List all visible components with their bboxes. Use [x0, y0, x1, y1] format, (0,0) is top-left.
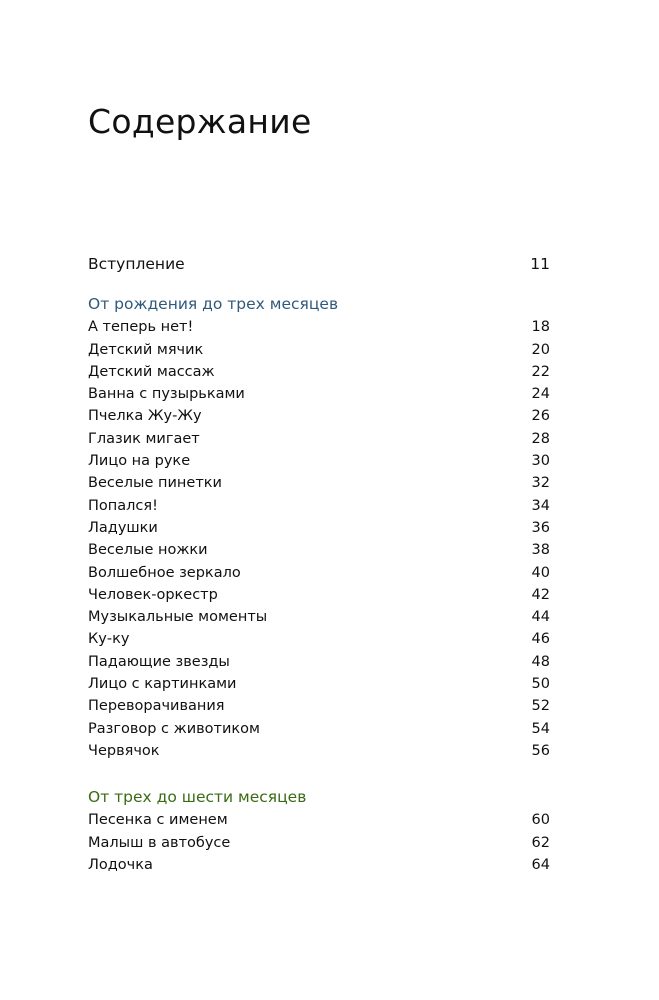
toc-entry[interactable]: [88, 584, 550, 606]
toc-entry[interactable]: [88, 628, 550, 650]
toc-entry[interactable]: [88, 809, 550, 831]
page-title: Содержание: [88, 102, 312, 141]
toc-entry-title: Падающие звезды: [88, 653, 230, 670]
toc-entry[interactable]: [88, 854, 550, 876]
toc-entry[interactable]: [88, 832, 550, 854]
toc-entry-title: Лицо на руке: [88, 453, 191, 470]
toc-entry-title: Пчелка Жу-Жу: [88, 408, 202, 425]
toc-entry-page: 30: [531, 453, 550, 470]
toc-entry[interactable]: [88, 472, 550, 494]
toc-entry-title: Детский мячик: [88, 341, 204, 358]
toc-entry[interactable]: [88, 517, 550, 539]
toc-entry-page: 48: [531, 653, 550, 670]
toc-entry-title: Червячок: [88, 742, 160, 759]
toc-entry[interactable]: [88, 495, 550, 517]
toc-entry[interactable]: [88, 428, 550, 450]
toc-entry-title: Малыш в автобусе: [88, 834, 231, 851]
toc-section-3-6-months: [88, 785, 550, 876]
toc-entry[interactable]: [88, 405, 550, 427]
toc-entry-page: 28: [531, 430, 550, 447]
toc-entry-title: Ванна с пузырьками: [88, 386, 245, 403]
toc-entry-title: Ку-ку: [88, 631, 130, 648]
toc-entry-title: Вступление: [88, 255, 185, 273]
toc-entry-title: Переворачивания: [88, 698, 225, 715]
toc-entry[interactable]: [88, 316, 550, 338]
toc-entry-page: 11: [530, 255, 550, 273]
toc-entry-page: 60: [531, 812, 550, 829]
toc-entry-page: 52: [531, 698, 550, 715]
toc-entry-title: Ладушки: [88, 519, 158, 536]
toc-entry-page: 56: [531, 742, 550, 759]
toc-entry[interactable]: [88, 695, 550, 717]
toc-entry[interactable]: [88, 606, 550, 628]
toc-entry[interactable]: [88, 651, 550, 673]
toc-entry-title: Разговор с животиком: [88, 720, 260, 737]
toc-entry-page: 34: [531, 497, 550, 514]
toc-entry-page: 26: [531, 408, 550, 425]
toc-entry-page: 32: [531, 475, 550, 492]
toc-entry-page: 22: [531, 363, 550, 380]
table-of-contents: [88, 253, 550, 876]
toc-entry-title: Волшебное зеркало: [88, 564, 241, 581]
toc-entry-page: 24: [531, 386, 550, 403]
toc-entry-title: Песенка с именем: [88, 812, 228, 829]
section-heading: От трех до шести месяцев: [88, 788, 307, 807]
toc-entry-title: Веселые ножки: [88, 542, 208, 559]
toc-entry-page: 38: [531, 542, 550, 559]
toc-entry-title: Человек-оркестр: [88, 586, 218, 603]
toc-entry[interactable]: [88, 673, 550, 695]
toc-entry-page: 50: [531, 676, 550, 693]
toc-entry-page: 62: [531, 834, 550, 851]
toc-entry-page: 40: [531, 564, 550, 581]
toc-entry-page: 64: [531, 856, 550, 873]
toc-entry-page: 54: [531, 720, 550, 737]
toc-entry-title: Попался!: [88, 497, 158, 514]
toc-entry-page: 46: [531, 631, 550, 648]
toc-entry[interactable]: [88, 718, 550, 740]
section-heading: От рождения до трех месяцев: [88, 295, 339, 314]
toc-entry[interactable]: [88, 339, 550, 361]
toc-entry[interactable]: [88, 361, 550, 383]
toc-entry-title: Детский массаж: [88, 363, 215, 380]
section-entries: [88, 809, 550, 876]
toc-entry-page: 44: [531, 609, 550, 626]
toc-entry-intro[interactable]: [88, 253, 550, 275]
toc-entry-page: 18: [531, 319, 550, 336]
toc-entry-title: Музыкальные моменты: [88, 609, 268, 626]
toc-entry-page: 36: [531, 519, 550, 536]
toc-entry-title: Лодочка: [88, 856, 153, 873]
toc-entry[interactable]: [88, 450, 550, 472]
toc-entry-page: 20: [531, 341, 550, 358]
toc-entry-title: Веселые пинетки: [88, 475, 222, 492]
toc-entry-title: Лицо с картинками: [88, 676, 237, 693]
toc-entry-page: 42: [531, 586, 550, 603]
section-entries: [88, 316, 550, 762]
toc-entry[interactable]: [88, 383, 550, 405]
toc-entry-title: Глазик мигает: [88, 430, 200, 447]
toc-entry[interactable]: [88, 539, 550, 561]
toc-entry[interactable]: [88, 740, 550, 762]
toc-entry[interactable]: [88, 562, 550, 584]
toc-section-0-3-months: [88, 292, 550, 762]
toc-entry-title: А теперь нет!: [88, 319, 194, 336]
